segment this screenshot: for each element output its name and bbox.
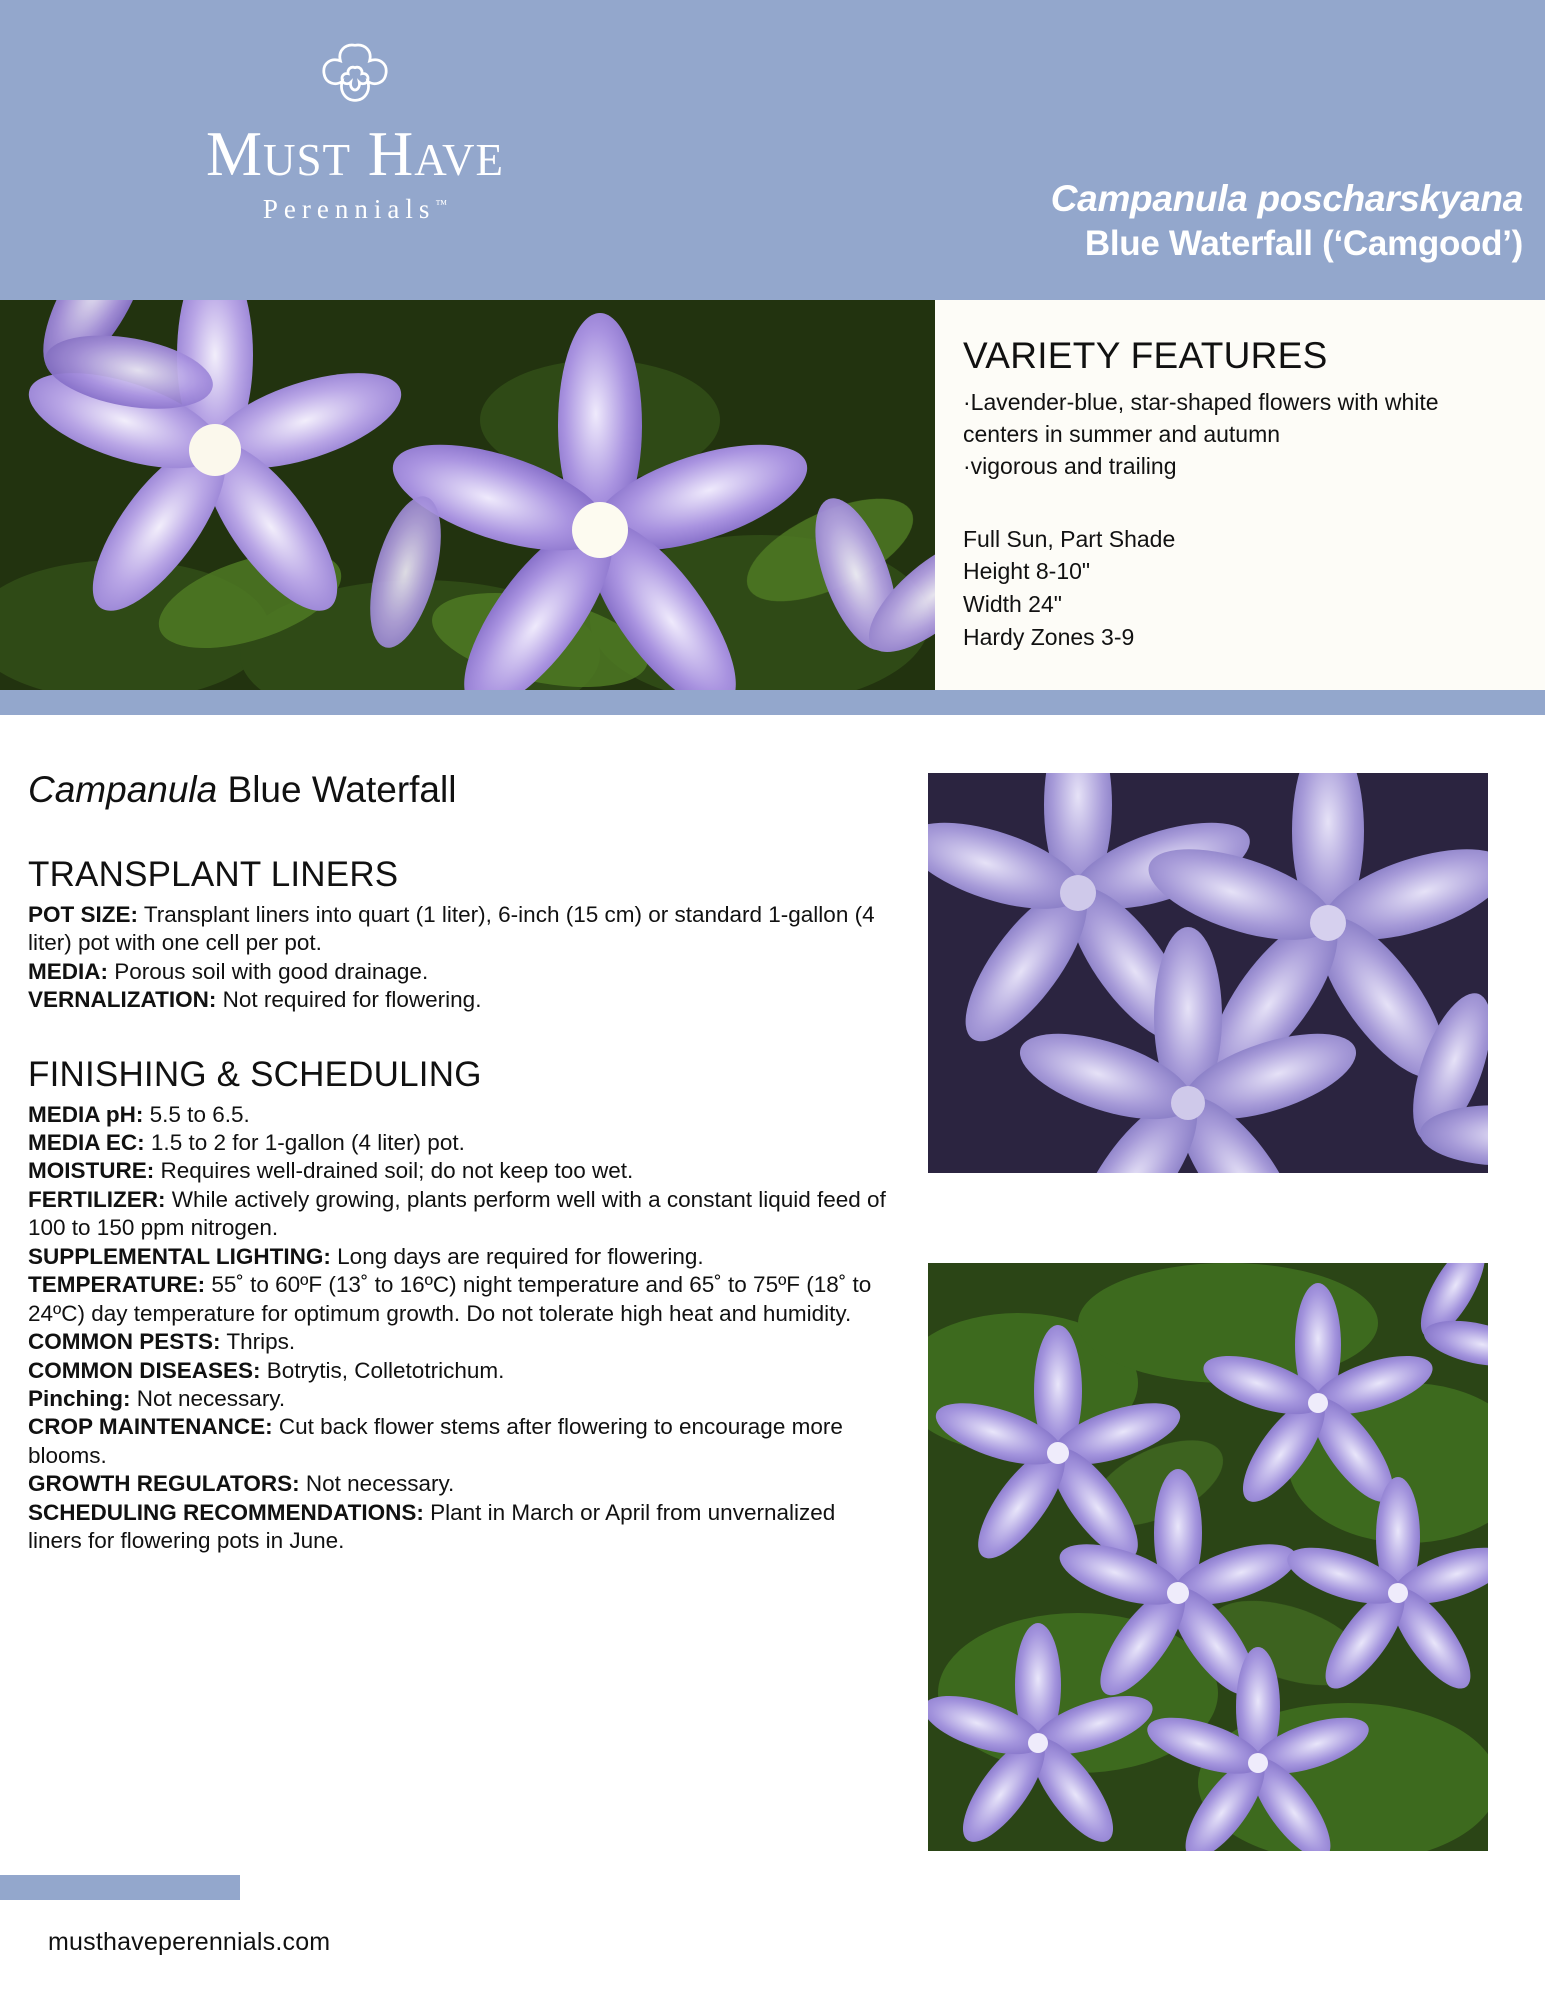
campanula-closeup-photo xyxy=(0,300,935,690)
section-heading: TRANSPLANT LINERS xyxy=(28,854,399,894)
campanula-planting-photo xyxy=(928,1263,1488,1851)
variety-features-bullets xyxy=(963,386,1515,483)
care-line xyxy=(28,1271,893,1328)
care-line xyxy=(28,1357,893,1385)
feature-bullet: ·Lavender-blue, star-shaped flowers with white centers in summer and autumn xyxy=(963,389,1439,448)
feature-bullet: ·vigorous and trailing xyxy=(963,453,1177,480)
campanula-flowers-photo xyxy=(928,773,1488,1173)
trademark-symbol: ™ xyxy=(435,197,448,211)
care-label: FERTILIZER: xyxy=(28,1186,166,1212)
spec-width: Width 24" xyxy=(963,590,1062,617)
brand-name: MUST HAVE xyxy=(206,119,504,189)
care-line xyxy=(28,958,893,986)
care-text: Long days are required for flowering. xyxy=(330,1243,704,1269)
care-label: MEDIA pH: xyxy=(28,1101,144,1127)
main-content xyxy=(0,715,1545,1875)
care-line xyxy=(28,1186,893,1243)
care-line xyxy=(28,1499,893,1556)
variety-features-specs xyxy=(963,523,1515,654)
section-finishing-scheduling xyxy=(28,1055,893,1556)
care-text: While actively growing, plants perform well with a constant liquid feed of 100 to 150 ppm nitrogen. xyxy=(28,1186,886,1241)
section-transplant-liners xyxy=(28,855,893,1015)
care-line xyxy=(28,1328,893,1356)
hero-row xyxy=(0,300,1545,690)
care-text: Thrips. xyxy=(220,1329,296,1355)
cultivar-name: Blue Waterfall (‘Camgood’) xyxy=(1084,224,1523,264)
variety-features-panel xyxy=(935,300,1545,690)
care-label: GROWTH REGULATORS: xyxy=(28,1471,300,1497)
brand-subtitle: Perennials™ xyxy=(262,194,448,224)
hero-photo xyxy=(0,300,935,690)
page-title xyxy=(28,770,893,811)
care-text: Plant in March or April from unvernalized liners for flowering pots in June. xyxy=(28,1499,836,1554)
footer-accent-bar xyxy=(0,1875,240,1900)
care-line xyxy=(28,1101,893,1129)
care-label: COMMON DISEASES: xyxy=(28,1357,261,1383)
spec-light: Full Sun, Part Shade xyxy=(963,525,1176,552)
section-divider-bar xyxy=(0,690,1545,715)
care-label: MEDIA EC: xyxy=(28,1129,145,1155)
care-label: MEDIA: xyxy=(28,958,108,984)
care-label: SCHEDULING RECOMMENDATIONS: xyxy=(28,1499,424,1525)
care-label: SUPPLEMENTAL LIGHTING: xyxy=(28,1243,331,1269)
care-text: Requires well-drained soil; do not keep too wet. xyxy=(154,1158,634,1184)
spec-height: Height 8-10" xyxy=(963,558,1091,585)
care-line xyxy=(28,1129,893,1157)
care-label: Pinching: xyxy=(28,1386,131,1412)
header-title-block xyxy=(623,175,1523,267)
care-label: POT SIZE: xyxy=(28,901,139,927)
plant-cultivar: Blue Waterfall xyxy=(217,769,457,810)
spec-hardy-zones: Hardy Zones 3-9 xyxy=(963,623,1135,650)
side-photo-flowers xyxy=(928,773,1488,1173)
care-instructions-column xyxy=(28,770,893,1596)
care-line xyxy=(28,1470,893,1498)
care-label: TEMPERATURE: xyxy=(28,1272,206,1298)
care-label: COMMON PESTS: xyxy=(28,1329,221,1355)
care-text: Botrytis, Colletotrichum. xyxy=(260,1357,505,1383)
website-url[interactable]: musthaveperennials.com xyxy=(48,1928,331,1956)
care-text: 1.5 to 2 for 1-gallon (4 liter) pot. xyxy=(144,1129,465,1155)
variety-features-title: VARIETY FEATURES xyxy=(963,335,1328,376)
care-label: CROP MAINTENANCE: xyxy=(28,1414,273,1440)
care-line xyxy=(28,1243,893,1271)
brand-logo xyxy=(140,35,570,255)
care-text: Transplant liners into quart (1 liter), 6-inch (15 cm) or standard 1-gallon (4 liter) pot with one cell per pot. xyxy=(28,901,875,956)
care-label: VERNALIZATION: xyxy=(28,987,217,1013)
species-name: Campanula poscharskyana xyxy=(1050,178,1523,219)
flower-outline-icon xyxy=(312,35,398,121)
care-text: 55˚ to 60ºF (13˚ to 16ºC) night temperature and 65˚ to 75ºF (18˚ to 24ºC) day temperature for optimum growth. Do not tolerate high heat and humidity. xyxy=(28,1272,872,1326)
care-text: Not necessary. xyxy=(130,1386,286,1412)
care-line xyxy=(28,1413,893,1470)
care-text: 5.5 to 6.5. xyxy=(143,1101,250,1127)
care-line xyxy=(28,901,893,958)
care-text: Not necessary. xyxy=(299,1471,455,1497)
care-line xyxy=(28,1385,893,1413)
care-line xyxy=(28,986,893,1014)
section-heading: FINISHING & SCHEDULING xyxy=(28,1054,482,1094)
plant-genus: Campanula xyxy=(28,769,218,810)
side-photo-planting xyxy=(928,1263,1488,1851)
care-text: Cut back flower stems after flowering to encourage more blooms. xyxy=(28,1414,843,1468)
care-label: MOISTURE: xyxy=(28,1158,155,1184)
page-header xyxy=(0,0,1545,300)
care-text: Not required for flowering. xyxy=(216,987,482,1013)
care-line xyxy=(28,1157,893,1185)
care-text: Porous soil with good drainage. xyxy=(108,958,429,984)
